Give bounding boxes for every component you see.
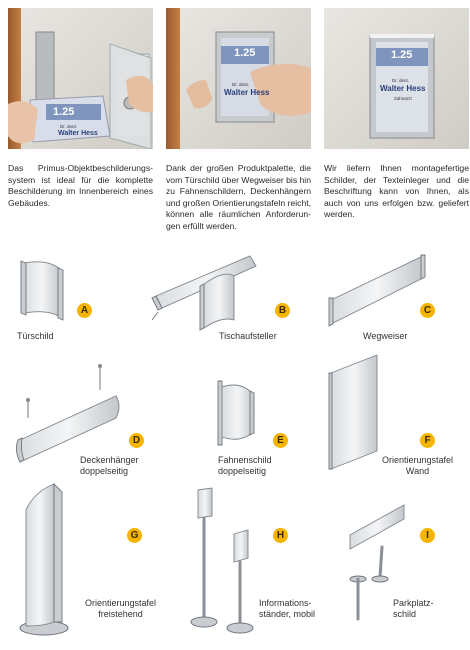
badge-i: I <box>420 528 435 543</box>
photo-title: Dr. dent. <box>392 78 410 83</box>
label-g: Orientierungstafel freistehend <box>85 598 157 619</box>
photo-name: Walter Hess <box>224 88 270 97</box>
badge-c: C <box>420 303 435 318</box>
intro-paragraph-1: Das Primus-Objektbeschilderungs-system ist ideal für die komplette Beschilderung im Innenbereich eines Gebäudes. <box>8 163 153 208</box>
photo-room-number: 1.25 <box>234 47 256 59</box>
photo-installation-2 <box>166 8 311 149</box>
label-e: Fahnenschild doppelseitig <box>218 455 272 476</box>
badge-a: A <box>77 303 92 318</box>
label-h: Informations- ständer, mobil <box>259 598 316 619</box>
photo-name: Walter Hess <box>58 130 98 137</box>
badge-b: B <box>275 303 290 318</box>
label-f: Orientierungstafel Wand <box>382 455 454 476</box>
intro-paragraph-2: Dank der großen Produktpalette, die vom Türschild über Wegweiser bis hin zu Fahnenschildern, Deckenhängern und großen Orientierungstafeln reicht, können alle räumlichen Anforderun-gen erfüllt werden. <box>166 163 311 231</box>
badge-e: E <box>273 433 288 448</box>
photo-title: Dr. dent. <box>60 124 78 129</box>
label-i: Parkplatz- schild <box>393 598 434 619</box>
badge-f: F <box>420 433 435 448</box>
photo-room-number: 1.25 <box>53 106 75 118</box>
badge-h: H <box>273 528 288 543</box>
label-a: Türschild <box>17 331 54 341</box>
photo-room-number: 1.25 <box>391 49 413 61</box>
label-d: Deckenhänger doppelseitig <box>80 455 139 476</box>
photo-title: Dr. dent. <box>232 82 250 87</box>
intro-paragraph-3: Wir liefern Ihnen montagefertige Schilder, der Texteinleger und die Beschriftung kann von Ihnen, als auch von uns erfolgen bzw. geliefert werden. <box>324 163 469 220</box>
photo-installation-1 <box>8 8 153 149</box>
badge-d: D <box>129 433 144 448</box>
badge-g: G <box>127 528 142 543</box>
photo-name: Walter Hess <box>380 84 426 93</box>
photo-subtitle: Zahnarzt <box>394 96 412 101</box>
label-b: Tischaufsteller <box>219 331 277 341</box>
photo-installation-3 <box>324 8 469 149</box>
label-c: Wegweiser <box>363 331 408 341</box>
